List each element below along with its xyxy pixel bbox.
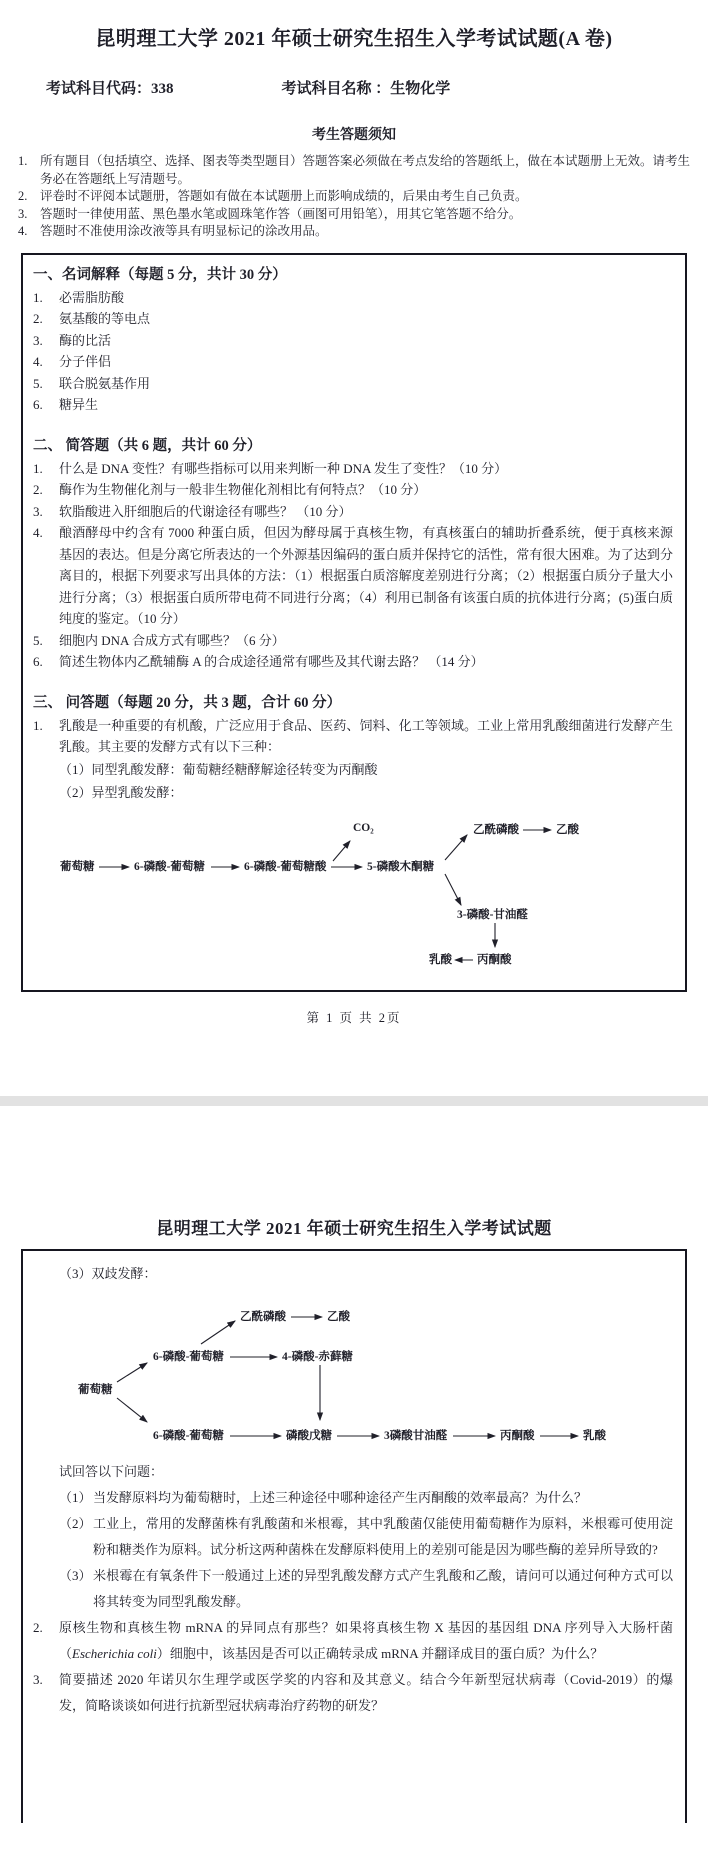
item-text [59,1615,673,1667]
node-acetate: 乙酸 [327,1310,350,1323]
short-answer-item [33,522,673,630]
notice-number: 4. [18,224,28,238]
item-text: 联合脱氨基作用 [59,375,151,391]
notice-number: 2. [18,189,28,203]
heterolactic-pathway-diagram [33,810,673,980]
definition-item [33,394,673,416]
node-glyceraldehyde-3-phosphate: 3磷酸甘油醛 [384,1429,448,1442]
item-number: 1. [33,717,43,733]
sub-text: 当发酵原料均为葡萄糖时，上述三种途径中哪种途径产生丙酮酸的效率最高？为什么？ [93,1489,588,1505]
subject-row [46,77,708,98]
node-erythrose-4-phosphate: 4-磷酸-赤藓糖 [282,1350,353,1363]
item-number: 5. [33,375,43,391]
pathway-arrows [33,810,683,980]
definition-item [33,351,673,373]
node-glucose-6-phosphate: 6-磷酸-葡萄糖 [134,860,205,873]
item-text: 酿酒酵母中约含有 7000 种蛋白质，但因为酵母属于真核生物，有真核蛋白的辅助折叠系统，便于真核来源基因的表达。但是分离它所表达的一个外源基因编码的蛋白质并保持它的活性，常有很大困难。为了达到分离目的，根据下列要求写出具体的方法：（1）根据蛋白质溶解度差别进行分离；（2）根据蛋白质分子量大小进行分离；（3）根据蛋白质所带电荷不同进行分离；（4）利用已制备有该蛋白质的抗体进行分离；(5)蛋白质纯度的鉴定。（10 分） [59,525,673,626]
item-text: 必需脂肪酸 [59,289,125,305]
q2-species-name: Escherichia coli [72,1645,157,1661]
item-number: 2. [33,311,43,326]
subject-name-value: 生物化学 [390,81,451,97]
sub-question [33,1511,673,1563]
notice-item [18,188,690,206]
fermentation-type-3: （3）双歧发酵： [59,1265,157,1281]
notice-item [18,153,690,188]
notice-text: 评卷时不评阅本试题册，答题如有做在本试题册上而影响成绩的，后果由考生自己负责。 [40,189,528,203]
item-number: 5. [33,632,43,648]
fermentation-type-1: （1）同型乳酸发酵：葡萄糖经糖酵解途径转变为丙酮酸 [59,761,378,777]
subject-name [282,77,451,98]
node-lactate: 乳酸 [583,1429,606,1442]
item-text: 酶作为生物催化剂与一般非生物催化剂相比有何特点？（10 分） [59,482,427,497]
section1-heading: 一、名词解释（每题 5 分，共计 30 分） [33,266,287,283]
sub-question [33,1485,673,1511]
notice-number: 3. [18,206,28,221]
item-text: 简述生物体内乙酰辅酶 A 的合成途径通常有哪些及其代谢去路？ （14 分） [59,654,484,669]
node-lactate: 乳酸 [429,953,452,966]
essay-item-2 [33,1615,673,1667]
section2-heading: 二、 简答题（共 6 题，共计 60 分） [33,437,262,454]
item-number: 3. [33,503,43,519]
pathway-arrows [33,1295,683,1447]
item-number: 1. [33,289,43,305]
item-text: 糖异生 [59,397,99,412]
node-acetyl-phosphate: 乙酰磷酸 [473,823,519,836]
sub-text: 工业上，常用的发酵菌株有乳酸菌和米根霉，其中乳酸菌仅能使用葡萄糖作为原料，米根霉可使用淀粉和糖类作为原料。试分析这两种菌株在发酵原料使用上的差别可能是因为哪些酶的差异所导致的? [93,1515,673,1557]
node-co2: CO₂ [353,821,374,834]
item-text: 什么是 DNA 变性？有哪些指标可以用来判断一种 DNA 发生了变性？（10 分） [59,460,508,476]
node-pentose-phosphate: 磷酸戊糖 [286,1429,332,1442]
item-number: 4. [33,525,43,540]
short-answer-item [33,458,673,480]
short-answer-item [33,651,673,673]
definition-item [33,373,673,395]
section3-heading: 三、 问答题（每题 20 分，共 3 题，合计 60 分） [33,694,342,711]
item-number: 6. [33,397,43,412]
notice-title: 考生答题须知 [312,128,396,143]
node-pyruvate: 丙酮酸 [477,953,512,966]
node-glucose: 葡萄糖 [78,1383,113,1396]
node-pyruvate: 丙酮酸 [500,1429,535,1442]
item-text: 乳酸是一种重要的有机酸，广泛应用于食品、医药、饲料、化工等领域。工业上常用乳酸细菌进行发酵产生乳酸。其主要的发酵方式有以下三种： [59,717,673,754]
node-glucose: 葡萄糖 [60,860,95,873]
question-box-page1 [21,253,687,992]
item-number: 3. [33,332,43,348]
subject-code-value: 338 [151,81,174,97]
item-text: 细胞内 DNA 合成方式有哪些？（6 分） [59,632,285,648]
notice-text: 所有题目（包括填空、选择、图表等类型题目）答题答案必须做在考点发给的答题纸上，做在本试题册上无效。请考生务必在答题纸上写清题号。 [40,154,691,186]
exam-document [0,22,708,1870]
short-answer-item [33,501,673,523]
notice-text: 答题时不准使用涂改液等具有明显标记的涂改用品。 [40,224,328,238]
exam-page-1 [0,22,708,1026]
q2-text-after: ）细胞中，该基因是否可以正确转录成 mRNA 并翻译成目的蛋白质？为什么？ [156,1645,604,1661]
definition-item [33,330,673,352]
subject-code-label: 考试科目代码： [46,81,152,97]
question-prompt: 试回答以下问题： [59,1463,164,1479]
item-number: 2. [33,1619,43,1635]
notice-list [18,153,690,241]
subject-name-label: 考试科目名称 ： [281,81,391,97]
question-box-page2 [21,1249,687,1823]
item-number: 1. [33,460,43,476]
item-text: 酶的比活 [59,332,112,348]
bifidum-pathway-diagram [33,1295,673,1447]
page-divider [0,1096,708,1106]
notice-text: 答题时一律使用蓝、黑色墨水笔或圆珠笔作答（画图可用铅笔），用其它笔答题不给分。 [40,206,522,221]
page-number-footer: 第 1 页 共 2页 [306,1010,402,1025]
sub-number: （3） [59,1567,92,1583]
item-text: 简要描述 2020 年诺贝尔生理学或医学奖的内容和及其意义。结合今年新型冠状病毒（Covid-2019）的爆发，简略谈谈如何进行抗新型冠状病毒治疗药物的研发？ [59,1671,673,1713]
node-glucose-6-phosphate-top: 6-磷酸-葡萄糖 [153,1350,224,1363]
fermentation-type-2: （2）异型乳酸发酵： [59,784,183,800]
page-title: 昆明理工大学 2021 年硕士研究生招生入学考试试题(A 卷) [95,28,613,50]
essay-item-3 [33,1667,673,1719]
short-answer-item [33,479,673,501]
node-6-phosphogluconate: 6-磷酸-葡萄糖酸 [244,860,327,873]
sub-number: （2） [59,1515,92,1531]
node-acetate: 乙酸 [556,823,579,836]
page2-title: 昆明理工大学 2021 年硕士研究生招生入学考试试题 [156,1218,552,1238]
item-number: 6. [33,654,43,669]
subject-code [46,77,174,98]
essay-item-1 [33,715,673,758]
item-text: 分子伴侣 [59,354,112,369]
definition-item [33,308,673,330]
sub-text: 米根霉在有氧条件下一般通过上述的异型乳酸发酵方式产生乳酸和乙酸，请问可以通过何种方式可以将其转变为同型乳酸发酵。 [93,1567,673,1609]
item-text: 软脂酸进入肝细胞后的代谢途径有哪些？ （10 分） [59,503,352,519]
sub-number: （1） [59,1489,92,1505]
node-xylulose-5-phosphate: 5-磷酸木酮糖 [367,860,435,873]
notice-number: 1. [18,154,28,168]
short-answer-item [33,630,673,652]
node-glyceraldehyde-3-phosphate: 3-磷酸-甘油醛 [457,908,528,921]
notice-item [18,223,690,241]
node-glucose-6-phosphate-bottom: 6-磷酸-葡萄糖 [153,1429,224,1442]
exam-page-2 [0,1214,708,1823]
node-acetyl-phosphate: 乙酰磷酸 [240,1310,286,1323]
item-number: 4. [33,354,43,369]
q2-text-before: 原核生物和真核生物 mRNA 的异同点有那些？如果将真核生物 X 基因的基因组 DNA 序列导入大肠杆菌（ [59,1619,673,1661]
item-number: 2. [33,482,43,497]
item-text: 氨基酸的等电点 [59,311,151,326]
definition-item [33,287,673,309]
sub-question [33,1563,673,1615]
item-number: 3. [33,1671,43,1687]
notice-item [18,206,690,224]
